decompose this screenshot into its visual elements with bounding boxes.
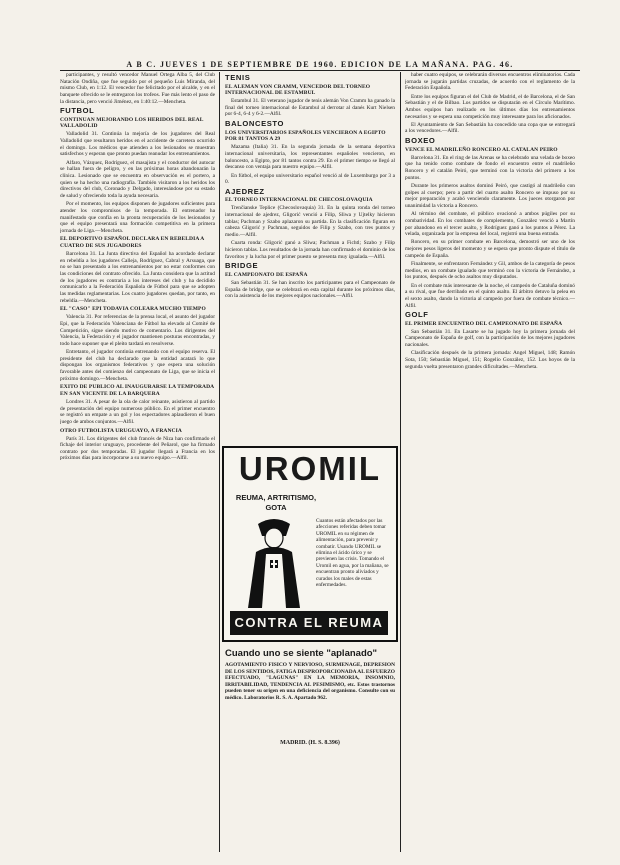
- article-paragraph: Estambul 31. El veterano jugador de tenis alemán Von Cramm ha ganado la final del torneo internacional de Estambul al derrotar al danés Kurt Nielsen por 6-4, 6-4 y 6-2.—Alfil.: [225, 98, 395, 118]
- article-paragraph: Al término del combate, el público ovacionó a ambos púgiles por su combatividad. En los combates de complemento, González venció a Martín por abandono en el tercer asalto, y Rodríguez ganó a los puntos a Pérez. La velada, organizada por la empresa del local, registró una buena entrada.: [405, 211, 575, 238]
- ad-band: CONTRA EL REUMA: [230, 611, 388, 635]
- article-paragraph: Barcelona 31. En el ring de las Arenas se ha celebrado una velada de boxeo que ha tenido como combate de fondo el encuentro entre el madrileño Roncero y el catalán Peiró, que terminó con la victoria del primero a los puntos.: [405, 154, 575, 181]
- page-header: A B C. JUEVES 1 DE SEPTIEMBRE DE 1960. EDICION DE LA MAÑANA. PAG. 46.: [126, 60, 514, 69]
- article-headline: EL TORNEO INTERNACIONAL DE CHECOSLOVAQUIA: [225, 197, 373, 204]
- section-heading: GOLF: [405, 310, 429, 320]
- article-headline: EL "CASO" EPI TODAVIA COLEARA MUCHO TIEMPO: [60, 306, 206, 313]
- aplanado-ad-title: Cuando uno se siente "aplanado": [225, 648, 378, 659]
- article-headline: EL DEPORTIVO ESPAÑOL DECLARA EN REBELDIA A CUATRO DE SUS JUGADORES: [60, 236, 205, 249]
- article-paragraph: Cuarta ronda: Gligorić ganó a Sliwa; Pachman a Fichtl; Szabo y Filip hicieron tablas. Los resultados de la jornada han confirmado el dominio de los favoritos y la lucha por el primer puesto se presenta muy igualada.—Alfil.: [225, 240, 395, 260]
- article-paragraph: Entre los equipos figuran el del Club de Madrid, el de Barcelona, el de San Sebastián y el de Bilbao. Los partidos se disputarán en el Círculo Marítimo. Ambos equipos han realizado en los últimos días los entrenamientos necesarios y se espera una competición muy interesante para los aficionados.: [405, 93, 575, 120]
- article-paragraph: El Ayuntamiento de San Sebastián ha concedido una copa que se entregará a los vencedores.—Alfil.: [405, 121, 575, 135]
- column-right: [405, 72, 575, 852]
- article-paragraph: Clasificación después de la primera jornada: Angel Miguel, 148; Ramón Sota, 150; Sebastián Miguel, 151; Rogelio González, 152. Los hoyos de la segunda vuelta presentaron grandes dificultades.—Mencheta.: [405, 350, 575, 370]
- article-headline: VENCE EL MADRILEÑO RONCERO AL CATALAN PEIRO: [405, 146, 558, 153]
- article-paragraph: Valencia 31. Por referencias de la prensa local, el asunto del jugador Epi, que la Federación Valenciana de Fútbol ha elevado al Comité de Competición, sigue siendo motivo de comentario. Los dirigentes del Valencia, la Federación y el jugador mantienen posturas encontradas, y todo hace suponer que el pleito tardará en resolverse.: [60, 314, 215, 347]
- column-middle: [225, 72, 395, 440]
- article-paragraph: Finalmente, se enfrentaron Fernández y Gil, ambos de la categoría de pesos medios, en un combate igualado que terminó con la victoria de Fernández, a los puntos, después de ocho asaltos muy disputados.: [405, 260, 575, 281]
- aplanado-ad-body: AGOTAMIENTO FISICO Y NERVIOSO, SURMENAGE, DEPRESION DE LOS SENTIDOS, FATIGA DESPROPORCIONADA AL ESFUERZO EFECTUADO, "LAGUNAS" EN LA MEMORIA, INSOMNIO, IRRITABILIDAD, TENDENCIA AL PESIMISMO, etc. Estos trastornos pueden tener su origen en una deficiencia del organismo. Consulte con su médico. Laboratorios R. S. A. Apartado 962.: [225, 662, 395, 701]
- column-divider: [219, 72, 220, 852]
- article-headline: EL CAMPEONATO DE ESPAÑA: [225, 271, 308, 278]
- article-paragraph: Alfaro, Vázquez, Rodríguez, el masajista y el conductor del autocar se hallan fuera de peligro, y en las próximas horas abandonarán la clínica. Lesionado que se encuentra en observación es el portero, a quien se ha hecho una radiografía. También visitaron a los heridos los directivos del club, Coronado y Delgado, interesándose por su estado de salud y ofreciendo toda la ayuda necesaria.: [60, 159, 215, 199]
- header-rule: [60, 70, 580, 71]
- article-headline: EL PRIMER ENCUENTRO DEL CAMPEONATO DE ESPAÑA: [405, 320, 563, 327]
- article-headline: EL ALEMAN VON CRAMM, VENCEDOR DEL TORNEO INTERNACIONAL DE ESTAMBUL: [225, 83, 371, 97]
- article-paragraph: Trenčianske Teplice (Checoslovaquia) 31. En la quinta ronda del torneo internacional de ajedrez, Gligorić venció a Filip, Sliwa y Ujtelky hicieron tablas; Pachman y Szabo aplazaron su partida. En la clasificación figuran en cabeza Gligorić y Pachman, seguidos de Filip y Szabo, con tres puntos y medio.—Alfil.: [225, 205, 395, 239]
- article-paragraph: Durante los primeros asaltos dominó Peiró, que castigó al madrileño con golpes al cuerpo; pero a partir del cuarto asalto Roncero se impuso por su mejor preparación y acabó venciendo claramente. Los jueces otorgaron por unanimidad la victoria a Roncero.: [405, 182, 575, 209]
- article-paragraph: Barcelona 31. La Junta directiva del Español ha acordado declarar en rebeldía a los jugadores Calleja, Rodríguez, Cabral y Arsuaga, que no se han presentado a los entrenamientos por no estar conformes con las condiciones del contrato ofrecido. La Junta considera que la actitud de los jugadores es contraria a los intereses del club y ha decidido comunicarlo a la Federación Española de Fútbol para que se adopten las medidas reglamentarias. Los cuatro jugadores quedan, por tanto, en rebeldía.—Mencheta.: [60, 250, 215, 304]
- article-paragraph: San Sebastián 31. Se han inscrito los participantes para el Campeonato de España de bridge, que se celebrará en esta capital durante los próximos días, con la asistencia de los mejores equipos nacionales.—Alfil.: [225, 279, 395, 300]
- article-headline: EXITO DE PUBLICO AL INAUGURARSE LA TEMPORADA EN SAN VICENTE DE LA BARQUERA: [60, 384, 214, 397]
- article-paragraph: Londres 31. A pesar de la ola de calor reinante, asistieron al partido de presentación del equipo numeroso público. En el primer encuentro se registró un empate a un gol y los espectadores aplaudieron el buen juego de ambos conjuntos.—Alfil.: [60, 398, 215, 425]
- article-paragraph: Por el momento, los equipos disponen de jugadores suficientes para atender los compromisos de la temporada. El entrenador ha manifestado que confía en la pronta recuperación de los lesionados y que el equipo presentará una formación competitiva en la primera jornada de Liga.—Mencheta.: [60, 201, 215, 234]
- section-heading: BOXEO: [405, 136, 436, 146]
- column-divider: [400, 72, 401, 852]
- article-paragraph: haber cuatro equipos, se celebrarán diversos encuentros eliminatorios. Cada jornada se jugarán partidas cruzadas, de acuerdo con el reglamento de la Federación Española.: [405, 72, 575, 92]
- article-headline: LOS UNIVERSITARIOS ESPAÑOLES VENCIERON A EGIPTO POR 81 TANTOS A 29: [225, 129, 386, 143]
- article-paragraph: En el combate más interesante de la noche, el campeón de Cataluña dominó a su rival, que fue derribado en el quinto asalto. El árbitro detuvo la pelea en el sexto asalto, dando la victoria al campeón por fuera de combate técnico.—Alfil.: [405, 282, 575, 309]
- ad-brand: UROMIL: [238, 450, 382, 487]
- nurse-illustration: [236, 514, 312, 610]
- article-headline: OTRO FUTBOLISTA URUGUAYO, A FRANCIA: [60, 427, 182, 434]
- aplanado-ad-city: MADRID. (H. S. 8.396): [280, 740, 340, 746]
- ad-subtitle-line: REUMA, ARTRITISMO,: [235, 493, 317, 502]
- article-headline: CONTINUAN MEJORANDO LOS HERIDOS DEL REAL VALLADOLID: [60, 116, 204, 130]
- article-paragraph: Mazama (Italia) 31. En la segunda jornada de la semana deportiva internacional universitaria, los representantes españoles vencieron, en baloncesto, a Egipto, por 81 tantos contra 29. En el primer tiempo se llegó al descanso con ventaja para nuestro equipo.—Alfil.: [225, 144, 395, 171]
- section-heading: AJEDREZ: [225, 186, 265, 196]
- section-heading: TENIS: [225, 73, 251, 82]
- article-paragraph: Valladolid 31. Continúa la mejoría de los jugadores del Real Valladolid que resultaron heridos en el accidente de carretera ocurrido el domingo. Los médicos que atienden a los lesionados se muestran satisfechos y esperan que pronto puedan reanudar los entrenamientos.: [60, 131, 215, 158]
- ad-body-text: Cuantos están afectados por las afecciones referidas deben tomar UROMIL en su régimen de alimentación, para prevenir y combatir. Usando UROMIL se elimina el ácido úrico y se previenen las crisis. Tomando el Uromil en agua, por la mañana, se encuentran pronto aliviados y curados los males de estas enfermedades.: [316, 518, 389, 589]
- article-paragraph: San Sebastián 31. En Lasarte se ha jugado hoy la primera jornada del Campeonato de España de golf, con la participación de los mejores jugadores nacionales.: [405, 328, 575, 349]
- ad-subtitle-line: GOTA: [265, 503, 287, 512]
- article-paragraph: participantes, y resultó vencedor Manuel Ortega Alba 5, del Club Natación Ondiña, que fue seguido por el pequeño Luis Miranda, del mismo Club, en 1:12. El vencedor fue felicitado por el alcalde, y en el banquete ofrecido se le entregaron los trofeos. Fue más lento el paso de la distancia, pero venció Jiménez, en 1:40:12.—Mencheta.: [60, 72, 215, 105]
- section-heading: FUTBOL: [60, 106, 95, 116]
- article-paragraph: Entretanto, el jugador continúa entrenando con el equipo reserva. El presidente del club ha declarado que la entidad acatará lo que dispongan los organismos federativos y que espera una solución favorable antes del comienzo del campeonato de Liga, que se inicia el próximo domingo.—Mencheta.: [60, 349, 215, 382]
- ad-subtitle: [230, 493, 322, 513]
- article-paragraph: En fútbol, el equipo universitario español venció al de Luxemburgo por 3 a 0.: [225, 172, 395, 186]
- section-heading: BRIDGE: [225, 261, 259, 271]
- section-heading: BALONCESTO: [225, 119, 285, 129]
- article-paragraph: París 31. Los dirigentes del club francés de Niza han confirmado el fichaje del interior uruguayo, procedente del Peñarol, que ha firmado contrato por dos temporadas. El jugador llegará a Francia en los próximos días para incorporarse a su nuevo equipo.—Alfil.: [60, 435, 215, 462]
- article-paragraph: Roncero, en su primer combate en Barcelona, demostró ser uno de los mejores pesos ligeros del momento y se espera que pronto dispute el título de campeón de España.: [405, 239, 575, 259]
- column-left: [60, 72, 215, 852]
- uromil-advertisement: [222, 446, 398, 642]
